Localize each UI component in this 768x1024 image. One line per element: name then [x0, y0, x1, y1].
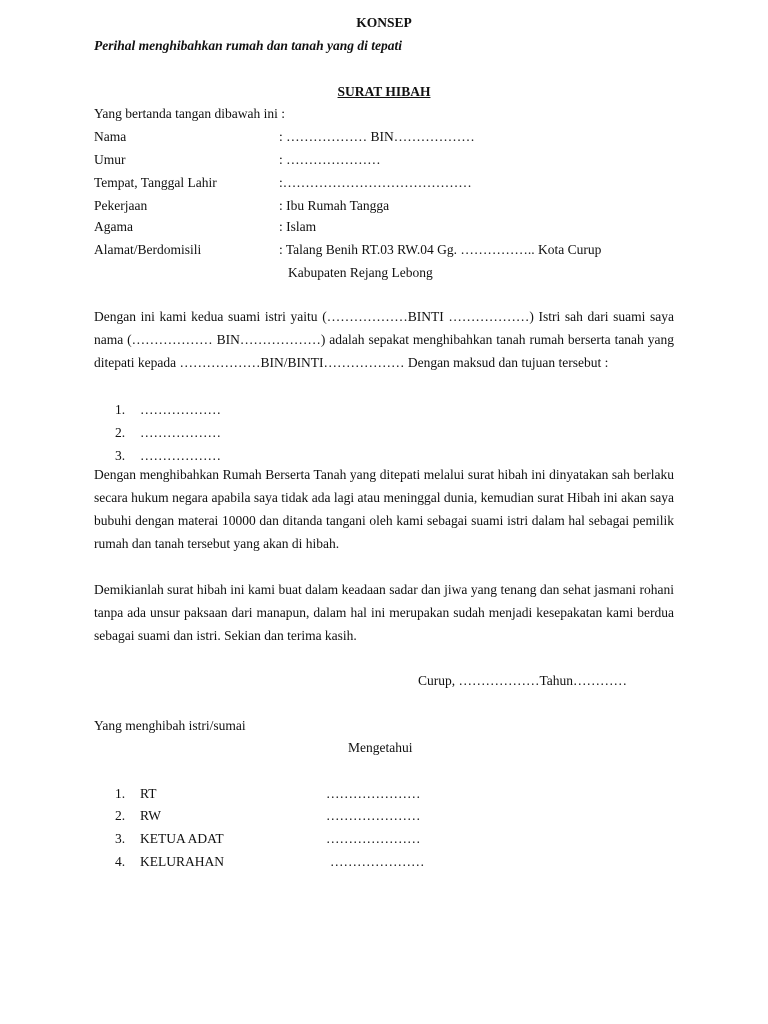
field-value-ttl: :……………………………………: [279, 175, 472, 190]
witness-label-ketua-adat: KETUA ADAT: [140, 831, 224, 846]
witness-number: 3.: [115, 831, 126, 846]
intro-text: Yang bertanda tangan dibawah ini :: [94, 106, 285, 121]
field-label-nama: Nama: [94, 129, 127, 144]
purpose-number: 2.: [115, 425, 126, 440]
witness-label-rt: RT: [140, 786, 157, 801]
address-line-2: Kabupaten Rejang Lebong: [288, 265, 433, 280]
witness-label-kelurahan: KELURAHAN: [140, 854, 224, 869]
document-heading: KONSEP: [356, 15, 412, 30]
witness-signature-line: …………………: [326, 831, 421, 846]
purpose-item: ………………: [140, 448, 221, 463]
field-label-ttl: Tempat, Tanggal Lahir: [94, 175, 217, 190]
paragraph-intent: Dengan ini kami kedua suami istri yaitu (………………BINTI ………………) Istri sah dari suami saya nama (……………… BIN………………) adalah sepakat menghibahkan tanah rumah berserta tanah yang ditepati kepada ………………BIN/BINTI……………… Dengan maksud dan tujuan tersebut :: [94, 309, 674, 370]
witness-number: 1.: [115, 786, 126, 801]
purpose-number: 3.: [115, 448, 126, 463]
purpose-item: ………………: [140, 402, 221, 417]
purpose-number: 1.: [115, 402, 126, 417]
paragraph-validity: Dengan menghibahkan Rumah Berserta Tanah yang ditepati melalui surat hibah ini dinyatakan sah berlaku secara hukum negara apabila saya tidak ada lagi atau meninggal dunia, kemudian surat Hibah ini akan saya bubuhi dengan materai 10000 dan ditanda tangani oleh kami sebagai suami istri dalam hal sebagai pemilik rumah dan tanah tersebut yang akan di hibah.: [94, 467, 674, 551]
witness-signature-line: …………………: [330, 854, 425, 869]
field-value-alamat: : Talang Benih RT.03 RW.04 Gg. …………….. Kota Curup: [279, 242, 602, 257]
document-title: SURAT HIBAH: [337, 84, 431, 99]
witness-signature-line: …………………: [326, 808, 421, 823]
field-label-umur: Umur: [94, 152, 126, 167]
purpose-item: ………………: [140, 425, 221, 440]
field-value-agama: : Islam: [279, 219, 317, 234]
field-value-umur: : …………………: [279, 152, 381, 167]
field-value-pekerjaan: : Ibu Rumah Tangga: [279, 198, 390, 213]
paragraph-closing: Demikianlah surat hibah ini kami buat dalam keadaan sadar dan jiwa yang tenang dan sehat jasmani rohani tanpa ada unsur paksaan dari manapun, dalam hal ini merupakan sudah menjadi kesepakatan kami berdua sebagai suami dan istri. Sekian dan terima kasih.: [94, 582, 674, 643]
field-value-nama: : ……………… BIN………………: [279, 129, 475, 144]
place-date: Curup, ………………Tahun…………: [418, 673, 628, 688]
document-subject: Perihal menghibahkan rumah dan tanah yang di tepati: [94, 38, 402, 53]
field-label-pekerjaan: Pekerjaan: [94, 198, 148, 213]
witness-label-rw: RW: [140, 808, 162, 823]
witness-number: 4.: [115, 854, 126, 869]
witness-number: 2.: [115, 808, 126, 823]
grantor-label: Yang menghibah istri/sumai: [94, 718, 246, 733]
field-label-alamat: Alamat/Berdomisili: [94, 242, 202, 257]
field-label-agama: Agama: [94, 219, 133, 234]
witness-signature-line: …………………: [326, 786, 421, 801]
acknowledged-heading: Mengetahui: [348, 740, 413, 755]
